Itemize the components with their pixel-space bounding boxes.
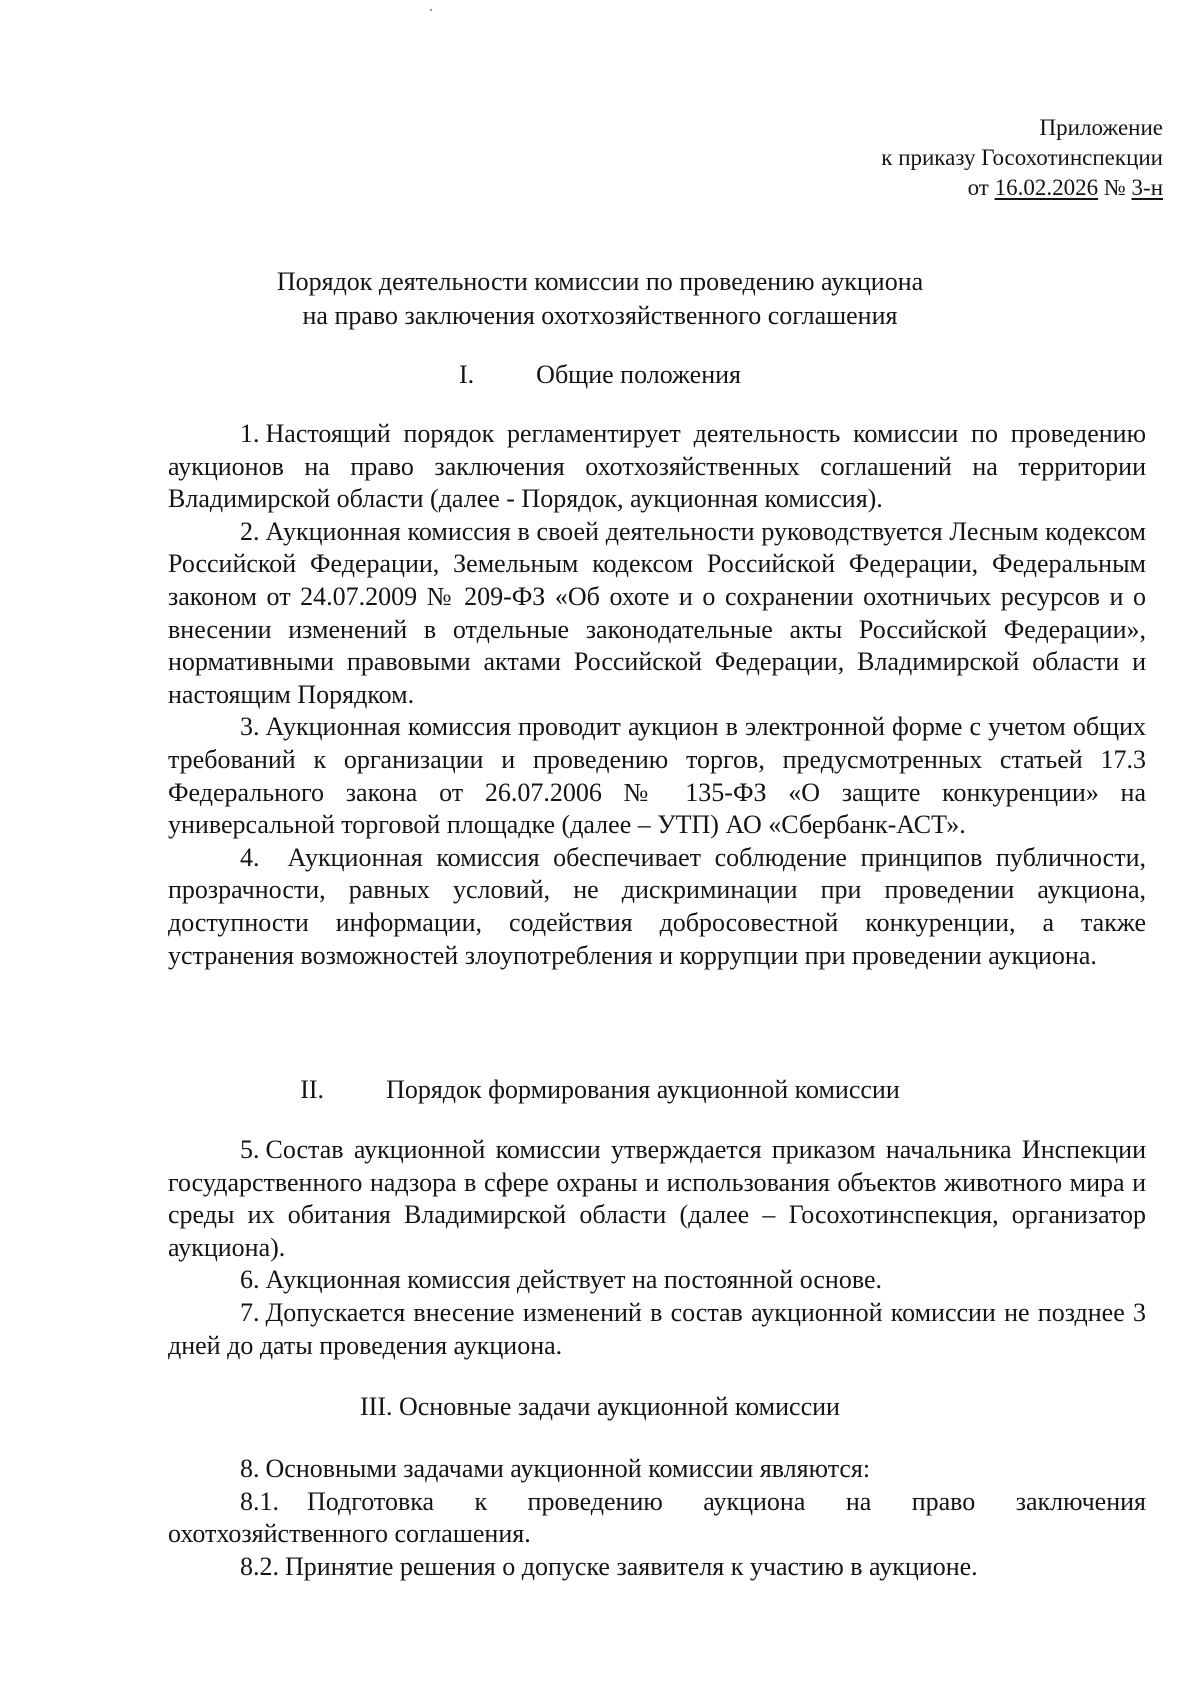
date-prefix: от: [967, 175, 995, 200]
section-body-3: [168, 1453, 1146, 1583]
paragraph-6: [168, 1264, 1146, 1297]
paragraph-text: Аукционная комиссия в своей деятельности руководствуется Лесным кодексом Российской Федерации, Земельным кодексом Российской Федерации, Федеральным законом от 24.07.2009 № 209-ФЗ «Об охоте и о сохранении охотничьих ресурсов и о внесении изменений в отдельные законодательные акты Российской Федерации», нормативными правовыми актами Российской Федерации, Владимирской области и настоящим Порядком.: [168, 516, 1146, 709]
order-number: 3-н: [1131, 175, 1163, 200]
paragraph-label: 8.: [240, 1454, 260, 1483]
paragraph-text: Аукционная комиссия действует на постоянной основе.: [265, 1265, 882, 1295]
paragraph-label: 7.: [240, 1297, 260, 1327]
paragraph-label: 4.: [240, 842, 260, 872]
paragraph-label: 6.: [240, 1265, 260, 1295]
paragraph-8-2: [168, 1551, 1146, 1584]
section-title-3: III. Основные задачи аукционной комиссии: [360, 1392, 840, 1421]
attachment-line-1: Приложение: [1039, 115, 1163, 140]
paragraph-1: [168, 418, 1146, 516]
attachment-line-3: [881, 173, 1163, 203]
paragraph-label: 8.2.: [240, 1551, 279, 1581]
paragraph-7: [168, 1297, 1146, 1362]
paragraph-label: 3.: [240, 712, 260, 742]
document-title-line-1: Порядок деятельности комиссии по проведению аукциона: [276, 267, 924, 296]
attachment-header: [881, 113, 1163, 203]
order-date: 16.02.2026: [994, 175, 1099, 200]
paragraph-5: [168, 1134, 1146, 1264]
paragraph-text: Принятие решения о допуске заявителя к участию в аукционе.: [285, 1551, 978, 1581]
paragraph-text: Допускается внесение изменений в состав аукционной комиссии не позднее 3 дней до даты проведения аукциона.: [168, 1297, 1146, 1360]
section-heading-1: [0, 358, 1200, 392]
document-title-line-2: на право заключения охотхозяйственного соглашения: [302, 301, 898, 330]
paragraph-4: [168, 842, 1146, 972]
paragraph-label: 5.: [240, 1135, 260, 1164]
number-prefix: №: [1098, 175, 1132, 200]
section-number-2: II.: [300, 1075, 325, 1104]
paragraph-2: [168, 516, 1146, 712]
paragraph-8-1: [168, 1486, 1146, 1551]
paragraph-label: 2.: [240, 516, 260, 546]
paragraph-3: [168, 711, 1146, 841]
scan-speck: [430, 9, 432, 11]
section-heading-3: [0, 1390, 1200, 1424]
paragraph-8: [168, 1453, 1146, 1486]
paragraph-label: 8.1.: [240, 1486, 279, 1516]
document-title: [0, 265, 1200, 333]
paragraph-text: Аукционная комиссия обеспечивает соблюдение принципов публичности, прозрачности, равных условий, не дискриминации при проведении аукциона, доступности информации, содействия добросовестной конкуренции, а также устранения возможностей злоупотребления и коррупции при проведении аукциона.: [168, 842, 1146, 970]
section-body-1: [168, 418, 1146, 972]
section-heading-2: [0, 1073, 1200, 1107]
paragraph-text: Настоящий порядок регламентирует деятельность комиссии по проведению аукционов на право заключения охотхозяйственных соглашений на территории Владимирской области (далее - Порядок, аукционная комиссия).: [168, 419, 1146, 514]
paragraph-text: Основными задачами аукционной комиссии являются:: [265, 1454, 871, 1483]
section-title-2: Порядок формирования аукционной комиссии: [386, 1075, 900, 1104]
paragraph-label: 1.: [240, 419, 260, 448]
paragraph-text: Подготовка к проведению аукциона на право заключения охотхозяйственного соглашения.: [168, 1486, 1146, 1549]
paragraph-text: Состав аукционной комиссии утверждается приказом начальника Инспекции государственного надзора в сфере охраны и использования объектов животного мира и среды их обитания Владимирской области (далее – Госохотинспекция, организатор аукциона).: [168, 1135, 1146, 1262]
attachment-line-2: к приказу Госохотинспекции: [881, 145, 1163, 170]
section-number-1: I.: [459, 360, 475, 389]
section-body-2: [168, 1134, 1146, 1362]
paragraph-text: Аукционная комиссия проводит аукцион в электронной форме с учетом общих требований к организации и проведению торгов, предусмотренных статьей 17.3 Федерального закона от 26.07.2006 № 135-ФЗ «О защите конкуренции» на универсальной торговой площадке (далее – УТП) АО «Сбербанк-АСТ».: [168, 712, 1146, 840]
section-title-1: Общие положения: [536, 360, 741, 389]
